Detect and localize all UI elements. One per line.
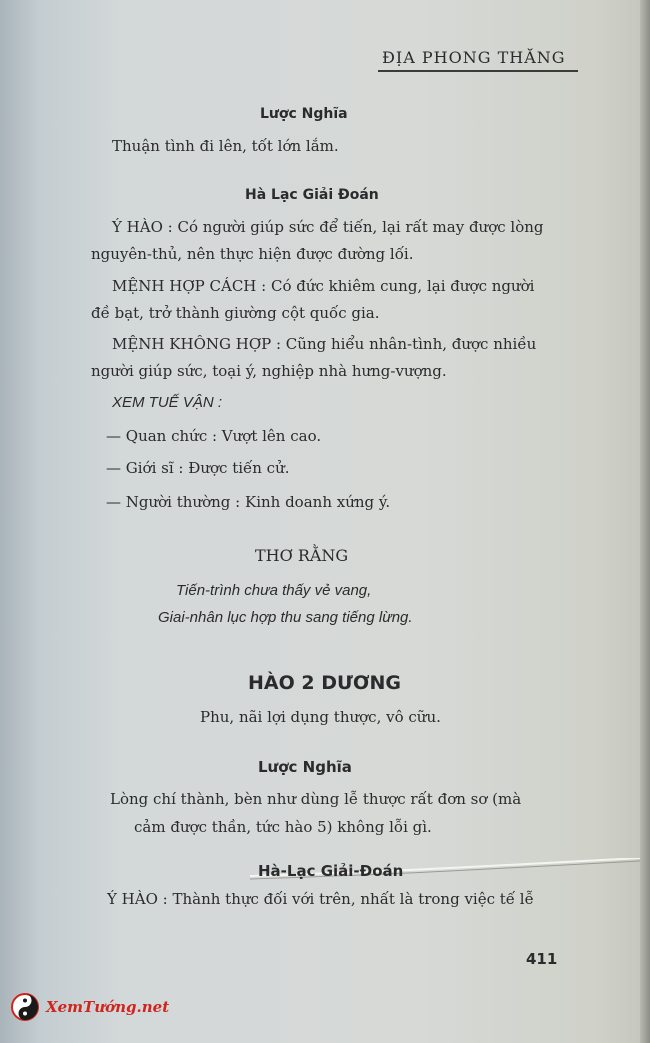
luoc-nghia-2-line-2: cảm được thần, tức hào 5) không lỗi gì. xyxy=(134,818,432,836)
hao-2-text: Phu, nãi lợi dụng thược, vô cữu. xyxy=(200,708,441,726)
gioi-si-line: — Giới sĩ : Được tiến cử. xyxy=(106,459,290,477)
y-hao-line-1: Ý HÀO : Có người giúp sức để tiến, lại rất may được lòng xyxy=(112,218,544,236)
poem-line-1: Tiến-trình chưa thấy vẻ vang, xyxy=(176,582,372,599)
xem-tue-van: XEM TUẾ VẬN : xyxy=(112,394,223,411)
page-number: 411 xyxy=(526,950,558,968)
menh-khong-line-1: MỆNH KHÔNG HỢP : Cũng hiểu nhân-tình, được nhiều xyxy=(112,335,537,353)
tho-rang-heading: THƠ RẰNG xyxy=(255,546,349,565)
yin-yang-icon xyxy=(10,992,40,1022)
y-hao-line-2: nguyên-thủ, nên thực hiện được đường lối. xyxy=(91,245,414,263)
watermark-logo xyxy=(10,990,170,1024)
menh-khong-line-2: người giúp sức, toại ý, nghiệp nhà hưng-vượng. xyxy=(91,362,447,380)
menh-hop-line-2: đề bạt, trở thành giường cột quốc gia. xyxy=(91,304,380,322)
y-hao-2-line-1: Ý HÀO : Thành thực đối với trên, nhất là trong việc tế lễ xyxy=(107,890,534,908)
quan-chuc-line: — Quan chức : Vượt lên cao. xyxy=(106,427,322,445)
luoc-nghia-heading-2: Lược Nghĩa xyxy=(258,758,352,776)
ha-lac-heading: Hà Lạc Giải Đoán xyxy=(245,187,379,203)
ha-lac-heading-2: Hà-Lạc Giải-Đoán xyxy=(258,862,404,880)
luoc-nghia-text: Thuận tình đi lên, tốt lớn lắm. xyxy=(112,137,339,155)
luoc-nghia-heading: Lược Nghĩa xyxy=(260,106,348,122)
poem-line-2: Giai-nhân lục hợp thu sang tiếng lừng. xyxy=(158,609,413,626)
luoc-nghia-2-line-1: Lòng chí thành, bèn như dùng lễ thược rất đơn sơ (mà xyxy=(110,790,522,808)
running-header: ĐỊA PHONG THĂNG xyxy=(382,48,566,67)
header-rule xyxy=(378,70,578,72)
page-edge xyxy=(640,0,650,1043)
nguoi-thuong-line: — Người thường : Kinh doanh xứng ý. xyxy=(106,493,391,511)
hao-2-duong-heading: HÀO 2 DƯƠNG xyxy=(248,672,401,694)
watermark-text: XemTướng.net xyxy=(46,998,170,1016)
menh-hop-line-1: MỆNH HỢP CÁCH : Có đức khiêm cung, lại được người xyxy=(112,277,535,295)
